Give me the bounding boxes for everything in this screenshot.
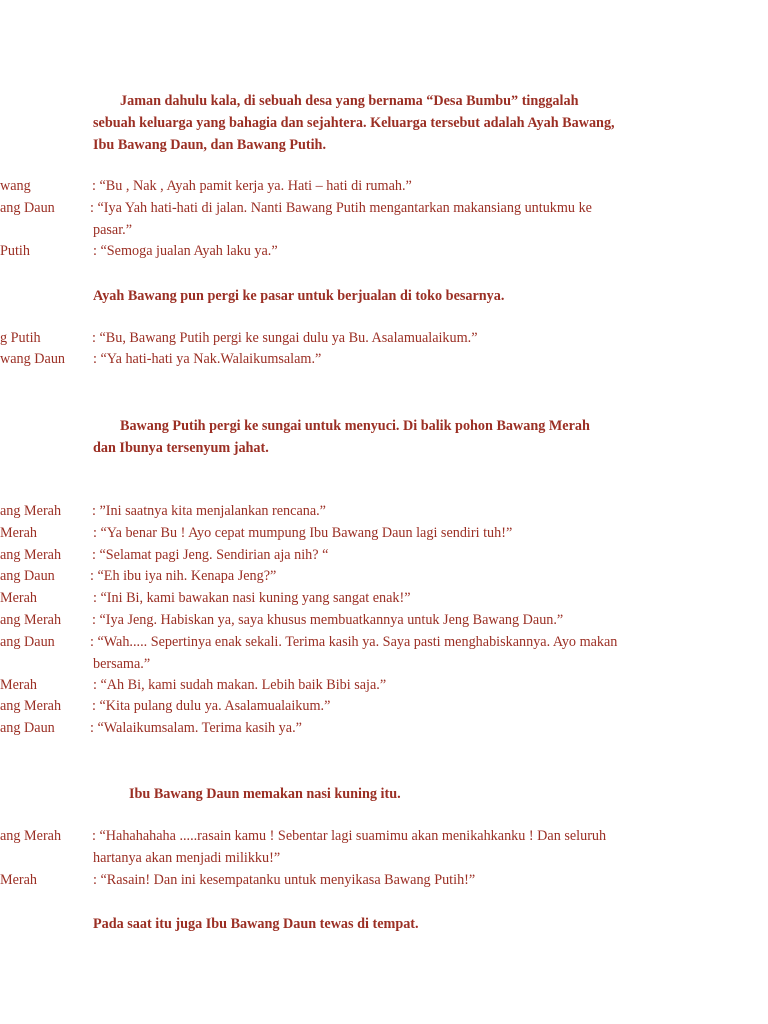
dialogue-text-line: hartanya akan menjadi milikku!”	[93, 849, 281, 866]
dialogue-text	[93, 349, 693, 371]
dialogue-text-line: : “Eh ibu iya nih. Kenapa Jeng?”	[90, 568, 277, 584]
narration-paragraph	[93, 783, 683, 805]
dialogue-text-line: : “Kita pulang dulu ya. Asalamualaikum.”	[92, 698, 331, 714]
speaker-name: ang Daun	[0, 568, 55, 584]
speaker-name: ang Merah	[0, 612, 62, 628]
speaker-name: ang Merah	[0, 828, 62, 844]
dialogue-text-line: : “Iya Yah hati-hati di jalan. Nanti Bawang Putih mengantarkan makansiang untukmu ke	[90, 200, 592, 216]
dialogue-text-line: pasar.”	[93, 221, 132, 238]
dialogue-text-line: : ”Ini saatnya kita menjalankan rencana.”	[92, 503, 326, 519]
dialogue-text	[90, 198, 690, 241]
dialogue-text	[92, 696, 692, 718]
narration-paragraph	[93, 90, 683, 156]
dialogue-text	[92, 610, 692, 632]
narration-paragraph	[93, 415, 683, 459]
narration-line: sebuah keluarga yang bahagia dan sejahtera. Keluarga tersebut adalah Ayah Bawang,	[93, 115, 615, 131]
dialogue-text-line: : “Semoga jualan Ayah laku ya.”	[93, 243, 278, 259]
dialogue-text-line: : “Ya benar Bu ! Ayo cepat mumpung Ibu Bawang Daun lagi sendiri tuh!”	[93, 525, 513, 541]
dialogue-text-line: : “Ini Bi, kami bawakan nasi kuning yang sangat enak!”	[93, 590, 411, 606]
dialogue-text	[92, 501, 692, 523]
speaker-name: ang Merah	[0, 503, 62, 519]
dialogue-text-line: bersama.”	[93, 655, 151, 672]
speaker-name: ang Merah	[0, 547, 62, 563]
speaker-name: wang	[0, 178, 31, 194]
speaker-name: ang Merah	[0, 698, 62, 714]
narration-line: dan Ibunya tersenyum jahat.	[93, 440, 269, 456]
dialogue-text	[93, 523, 693, 545]
dialogue-text	[90, 632, 690, 675]
narration-line: Pada saat itu juga Ibu Bawang Daun tewas di tempat.	[93, 916, 419, 932]
narration-line: Ibu Bawang Daun, dan Bawang Putih.	[93, 137, 326, 153]
speaker-name: Merah	[0, 872, 38, 888]
speaker-name: Putih	[0, 243, 30, 259]
speaker-name: Merah	[0, 525, 38, 541]
narration-line: Bawang Putih pergi ke sungai untuk menyuci. Di balik pohon Bawang Merah	[120, 418, 590, 434]
dialogue-text-line: : “Bu, Bawang Putih pergi ke sungai dulu ya Bu. Asalamualaikum.”	[92, 330, 478, 346]
dialogue-text-line: : “Wah..... Sepertinya enak sekali. Terima kasih ya. Saya pasti menghabiskannya. Ayo makan	[90, 634, 618, 650]
dialogue-text-line: : “Hahahahaha .....rasain kamu ! Sebentar lagi suamimu akan menikahkanku ! Dan seluruh	[92, 828, 607, 844]
dialogue-text-line: : “Bu , Nak , Ayah pamit kerja ya. Hati – hati di rumah.”	[92, 178, 412, 194]
dialogue-text-line: : “Ya hati-hati ya Nak.Walaikumsalam.”	[93, 351, 322, 367]
dialogue-text	[90, 566, 690, 588]
dialogue-text-line: : “Iya Jeng. Habiskan ya, saya khusus membuatkannya untuk Jeng Bawang Daun.”	[92, 612, 564, 628]
dialogue-text-line: : “Walaikumsalam. Terima kasih ya.”	[90, 720, 302, 736]
dialogue-text-line: : “Ah Bi, kami sudah makan. Lebih baik Bibi saja.”	[93, 677, 387, 693]
dialogue-text	[93, 588, 693, 610]
narration-line: Jaman dahulu kala, di sebuah desa yang bernama “Desa Bumbu” tinggalah	[120, 93, 579, 109]
speaker-name: g Putih	[0, 330, 41, 346]
speaker-name: ang Daun	[0, 634, 55, 650]
dialogue-text	[90, 718, 690, 740]
dialogue-text	[93, 241, 693, 263]
dialogue-text	[92, 176, 692, 198]
speaker-name: Merah	[0, 677, 38, 693]
dialogue-text	[93, 870, 693, 892]
narration-line: Ayah Bawang pun pergi ke pasar untuk berjualan di toko besarnya.	[93, 288, 505, 304]
dialogue-text-line: : “Rasain! Dan ini kesempatanku untuk menyikasa Bawang Putih!”	[93, 872, 476, 888]
dialogue-text	[92, 545, 692, 567]
narration-paragraph	[93, 285, 683, 307]
speaker-name: ang Daun	[0, 720, 55, 736]
dialogue-text	[92, 826, 692, 869]
speaker-name: ang Daun	[0, 200, 55, 216]
narration-paragraph	[93, 913, 683, 935]
dialogue-text-line: : “Selamat pagi Jeng. Sendirian aja nih? “	[92, 547, 329, 563]
speaker-name: wang Daun	[0, 351, 66, 367]
dialogue-text	[92, 328, 692, 350]
speaker-name: Merah	[0, 590, 38, 606]
dialogue-text	[93, 675, 693, 697]
narration-line: Ibu Bawang Daun memakan nasi kuning itu.	[129, 786, 401, 802]
